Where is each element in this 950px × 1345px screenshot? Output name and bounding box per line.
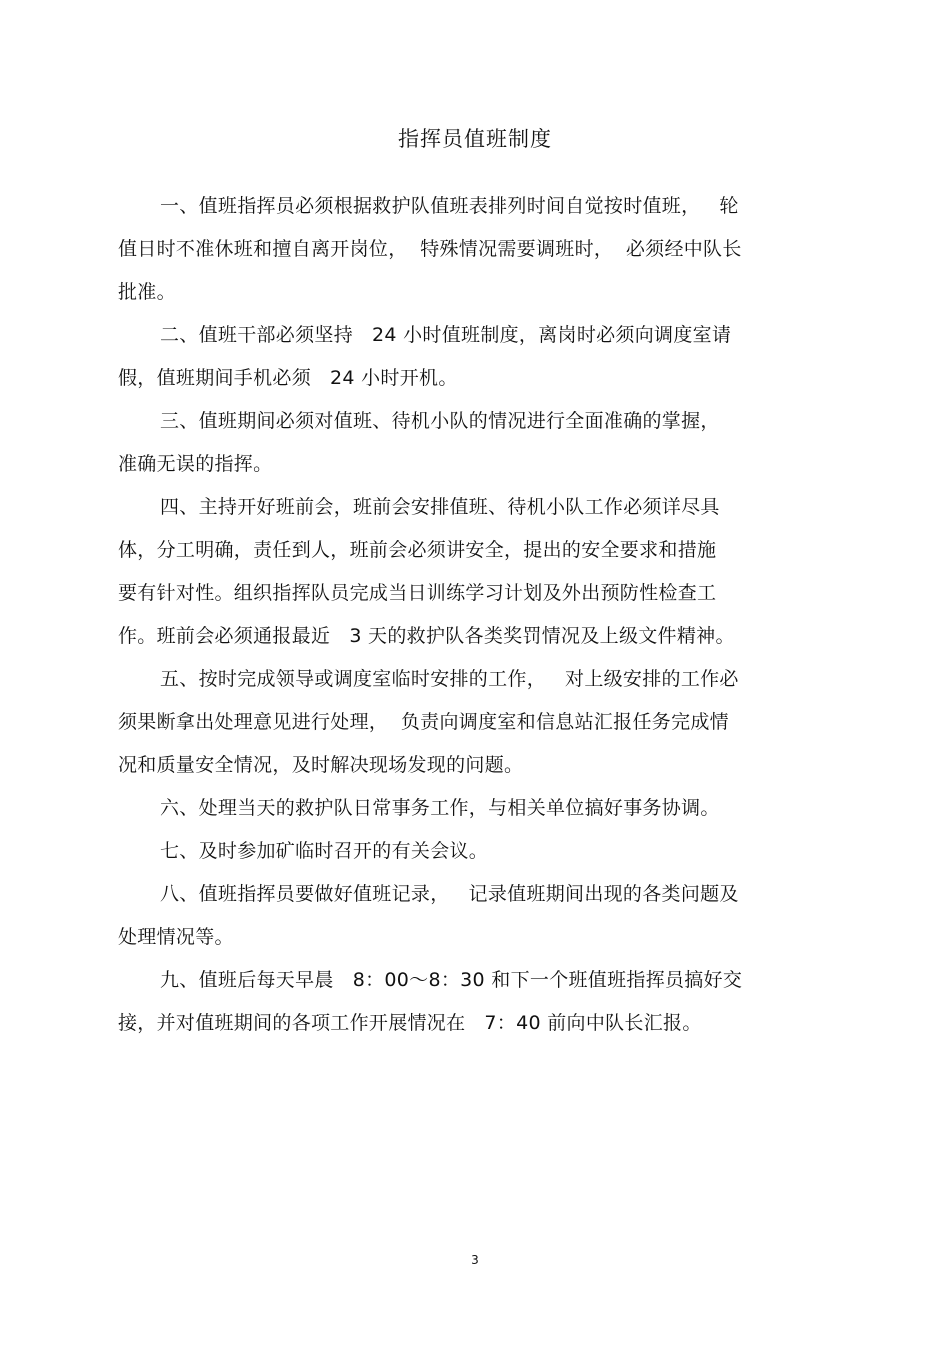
paragraph-1-line-2: 值日时不准休班和擅自离开岗位， 特殊情况需要调班时， 必须经中队长 [118,238,742,260]
paragraph-1-line-1: 一、值班指挥员必须根据救护队值班表排列时间自觉按时值班， 轮 [160,195,739,217]
paragraph-5-line-1: 五、按时完成领导或调度室临时安排的工作， 对上级安排的工作必 [160,668,739,690]
page-number: 3 [471,1253,479,1267]
paragraph-4-line-1: 四、主持开好班前会，班前会安排值班、待机小队工作必须详尽具 [160,496,720,518]
paragraph-6-line-1: 六、处理当天的救护队日常事务工作，与相关单位搞好事务协调。 [160,797,720,819]
paragraph-3-line-1: 三、值班期间必须对值班、待机小队的情况进行全面准确的掌握， [160,410,720,432]
paragraph-9-line-2: 接，并对值班期间的各项工作开展情况在 7：40 前向中队长汇报。 [118,1012,702,1034]
paragraph-8-line-1: 八、值班指挥员要做好值班记录， 记录值班期间出现的各类问题及 [160,883,739,905]
paragraph-7-line-1: 七、及时参加矿临时召开的有关会议。 [160,840,489,862]
paragraph-2-line-1: 二、值班干部必须坚持 24 小时值班制度，离岗时必须向调度室请 [160,324,732,346]
paragraph-9-line-1: 九、值班后每天早晨 8：00～8：30 和下一个班值班指挥员搞好交 [160,969,743,991]
paragraph-5-line-2: 须果断拿出处理意见进行处理， 负责向调度室和信息站汇报任务完成情 [118,711,729,733]
paragraph-5-line-3: 况和质量安全情况，及时解决现场发现的问题。 [118,754,524,776]
document-title: 指挥员值班制度 [398,127,552,151]
paragraph-4-line-2: 体，分工明确，责任到人，班前会必须讲安全，提出的安全要求和措施 [118,539,717,561]
paragraph-8-line-2: 处理情况等。 [118,926,234,948]
paragraph-2-line-2: 假，值班期间手机必须 24 小时开机。 [118,367,458,389]
paragraph-1-line-3: 批准。 [118,281,176,303]
paragraph-4-line-3: 要有针对性。组织指挥队员完成当日训练学习计划及外出预防性检查工 [118,582,717,604]
paragraph-3-line-2: 准确无误的指挥。 [118,453,273,475]
paragraph-4-line-4: 作。班前会必须通报最近 3 天的救护队各类奖罚情况及上级文件精神。 [118,625,735,647]
